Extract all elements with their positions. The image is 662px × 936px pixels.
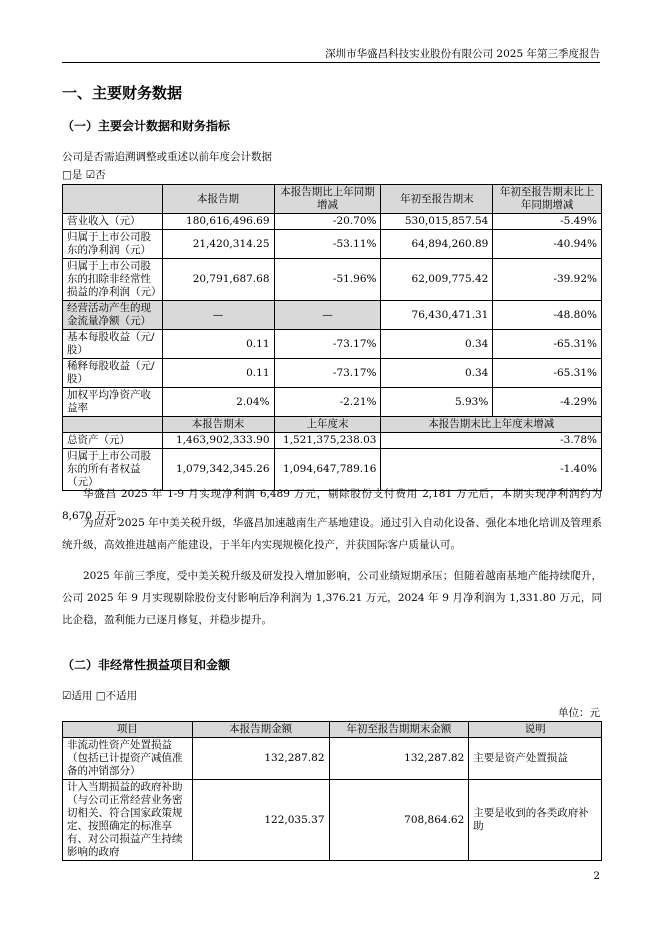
table-row [63,433,602,449]
cell: 76,430,471.31 [381,301,493,330]
cell: 132,287.82 [329,738,469,780]
table-row [63,780,602,861]
cell: -20.70% [274,214,381,230]
cell: -3.78% [381,433,602,449]
header-title: 深圳市华盛昌科技实业股份有限公司 2025 年第三季度报告 [325,48,600,60]
row-label: 稀释每股收益（元/股） [63,359,163,388]
header-cell: 本报告期末比上年度末增减 [381,417,602,433]
subsection-title-1: （一）主要会计数据和财务指标 [62,119,231,133]
table-row [63,388,602,417]
header-rule [62,62,600,63]
cell: 1,094,647,789.16 [274,449,381,491]
cell: 20,791,687.68 [162,259,274,301]
cell: 132,287.82 [192,738,329,780]
header-cell: 本报告期 [162,185,274,214]
cell: 708,864.62 [329,780,469,861]
cell: 122,035.37 [192,780,329,861]
cell: -65.31% [493,330,602,359]
row-label: 计入当期损益的政府补助（与公司正常经营业务密切相关、符合国家政策规定、按照确定的标准享有、对公司损益产生持续影响的政府 [63,780,193,861]
cell: 1,521,375,238.03 [274,433,381,449]
cell: 530,015,857.54 [381,214,493,230]
cell: 5.93% [381,388,493,417]
cell: 1,463,902,333.90 [162,433,274,449]
header-cell: 项目 [63,722,193,738]
cell: — [274,301,381,330]
cell: 主要是收到的各类政府补助 [469,780,602,861]
cell: 0.11 [162,330,274,359]
cell: -1.40% [381,449,602,491]
table-row [63,301,602,330]
table-header-row [63,185,602,214]
header-cell [63,417,163,433]
cell: 主要是资产处置损益 [469,738,602,780]
cell: -2.21% [274,388,381,417]
header-cell: 说明 [469,722,602,738]
section-title: 一、主要财务数据 [62,84,183,102]
applicability-checkboxes: ☑适用 □不适用 [62,690,138,702]
cell: 62,009,775.42 [381,259,493,301]
cell: -73.17% [274,330,381,359]
restatement-question: 公司是否需追溯调整或重述以前年度会计数据 [62,151,272,163]
header-cell: 年初至报告期末比上年同期增减 [493,185,602,214]
cell: -73.17% [274,359,381,388]
table-row [63,738,602,780]
cell: 1,079,342,345.26 [162,449,274,491]
paragraph: 为应对 2025 年中美关税升级，华盛昌加速越南生产基地建设。通过引入自动化设备、强化本地化培训及管理系统升级，高效推进越南产能建设，于半年内实现规模化投产，并获国际客户质量认可。 [62,517,602,551]
cell: 0.34 [381,330,493,359]
header-cell: 年初至报告期期末金额 [329,722,469,738]
cell: 0.11 [162,359,274,388]
cell: — [162,301,274,330]
header-cell: 上年度末 [274,417,381,433]
row-label: 非流动性资产处置损益（包括已计提资产减值准备的冲销部分） [63,738,193,780]
cell: -5.49% [493,214,602,230]
financial-data-table [62,184,602,491]
header-cell: 本报告期末 [162,417,274,433]
cell: 64,894,260.89 [381,230,493,259]
cell: 180,616,496.69 [162,214,274,230]
table-row [63,259,602,301]
table-row [63,359,602,388]
header-cell: 本报告期金额 [192,722,329,738]
cell: -4.29% [493,388,602,417]
cell: -48.80% [493,301,602,330]
paragraph: 2025 年前三季度，受中美关税升级及研发投入增加影响，公司业绩短期承压；但随着越南基地产能持续爬升，公司 2025 年 9 月实现剔除股份支付影响后净利润为 1,376.21 万元，2024 年 9 月净利润为 1,331.80 万元，同比企稳，盈利能力已逐月修复，并稳步提升。 [62,570,602,626]
restatement-checkboxes: □是 ☑否 [62,169,106,181]
cell: -65.31% [493,359,602,388]
cell: 2.04% [162,388,274,417]
row-label: 归属于上市公司股东的净利润（元） [63,230,163,259]
row-label: 营业收入（元） [63,214,163,230]
paragraph: 华盛昌 2025 年 1-9 月实现净利润 6,489 万元，剔除股份支付费用 2,181 万元后，本期实现净利润约为 8,670 万元。 [62,488,602,522]
row-label: 总资产（元） [63,433,163,449]
table-row [63,330,602,359]
cell: 0.34 [381,359,493,388]
unit-label: 单位：元 [558,707,600,719]
table-header-row [63,722,602,738]
cell: -39.92% [493,259,602,301]
row-label: 加权平均净资产收益率 [63,388,163,417]
header-cell [63,185,163,214]
table-header-row [63,417,602,433]
table-row [63,230,602,259]
cell: -53.11% [274,230,381,259]
header-cell: 年初至报告期末 [381,185,493,214]
table-row [63,214,602,230]
row-label: 基本每股收益（元/股） [63,330,163,359]
row-label: 经营活动产生的现金流量净额（元） [63,301,163,330]
cell: -51.96% [274,259,381,301]
subsection-title-2: （二）非经常性损益项目和金额 [62,658,231,672]
cell: 21,420,314.25 [162,230,274,259]
row-label: 归属于上市公司股东的扣除非经常性损益的净利润（元） [63,259,163,301]
row-label: 归属于上市公司股东的所有者权益（元） [63,449,163,491]
header-cell: 本报告期比上年同期增减 [274,185,381,214]
non-recurring-table [62,721,602,861]
page-number: 2 [593,870,600,882]
cell: -40.94% [493,230,602,259]
